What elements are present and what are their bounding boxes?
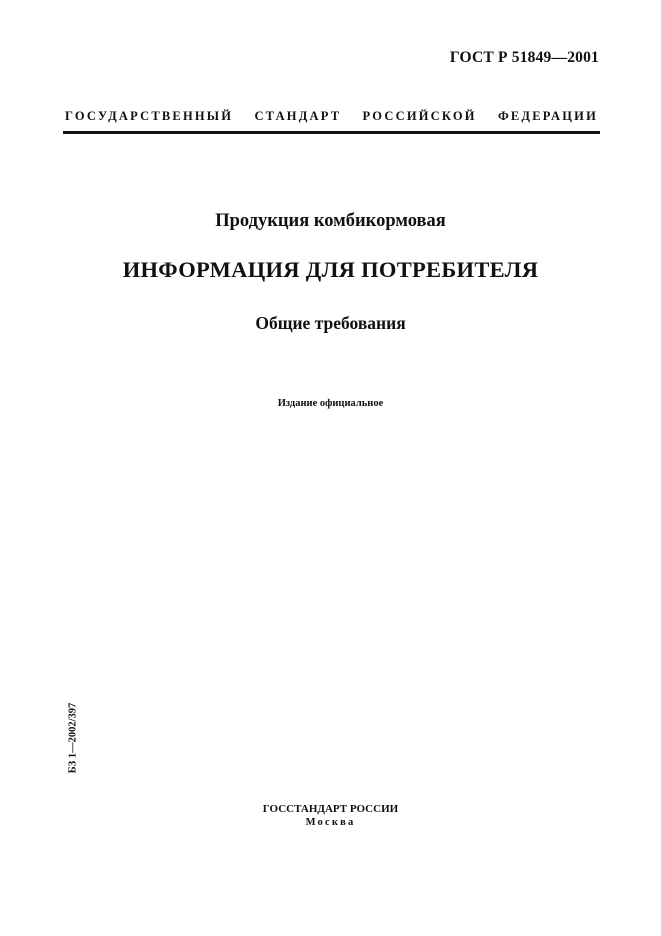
document-product-title: Продукция комбикормовая	[215, 211, 446, 231]
banner-divider	[63, 131, 600, 134]
publisher-city: Москва	[305, 817, 356, 828]
publisher-name: ГОССТАНДАРТ РОССИИ	[262, 803, 399, 815]
side-code: БЗ 1—2002/397	[67, 702, 79, 774]
document-heading: ИНФОРМАЦИЯ ДЛЯ ПОТРЕБИТЕЛЯ	[122, 257, 539, 282]
standard-banner: ГОСУДАРСТВЕННЫЙ СТАНДАРТ РОССИЙСКОЙ ФЕДЕРАЦИИ	[65, 109, 598, 123]
document-subtitle: Общие требования	[255, 313, 406, 333]
gost-number: ГОСТ Р 51849—2001	[449, 49, 599, 66]
edition-label: Издание официальное	[277, 398, 384, 409]
